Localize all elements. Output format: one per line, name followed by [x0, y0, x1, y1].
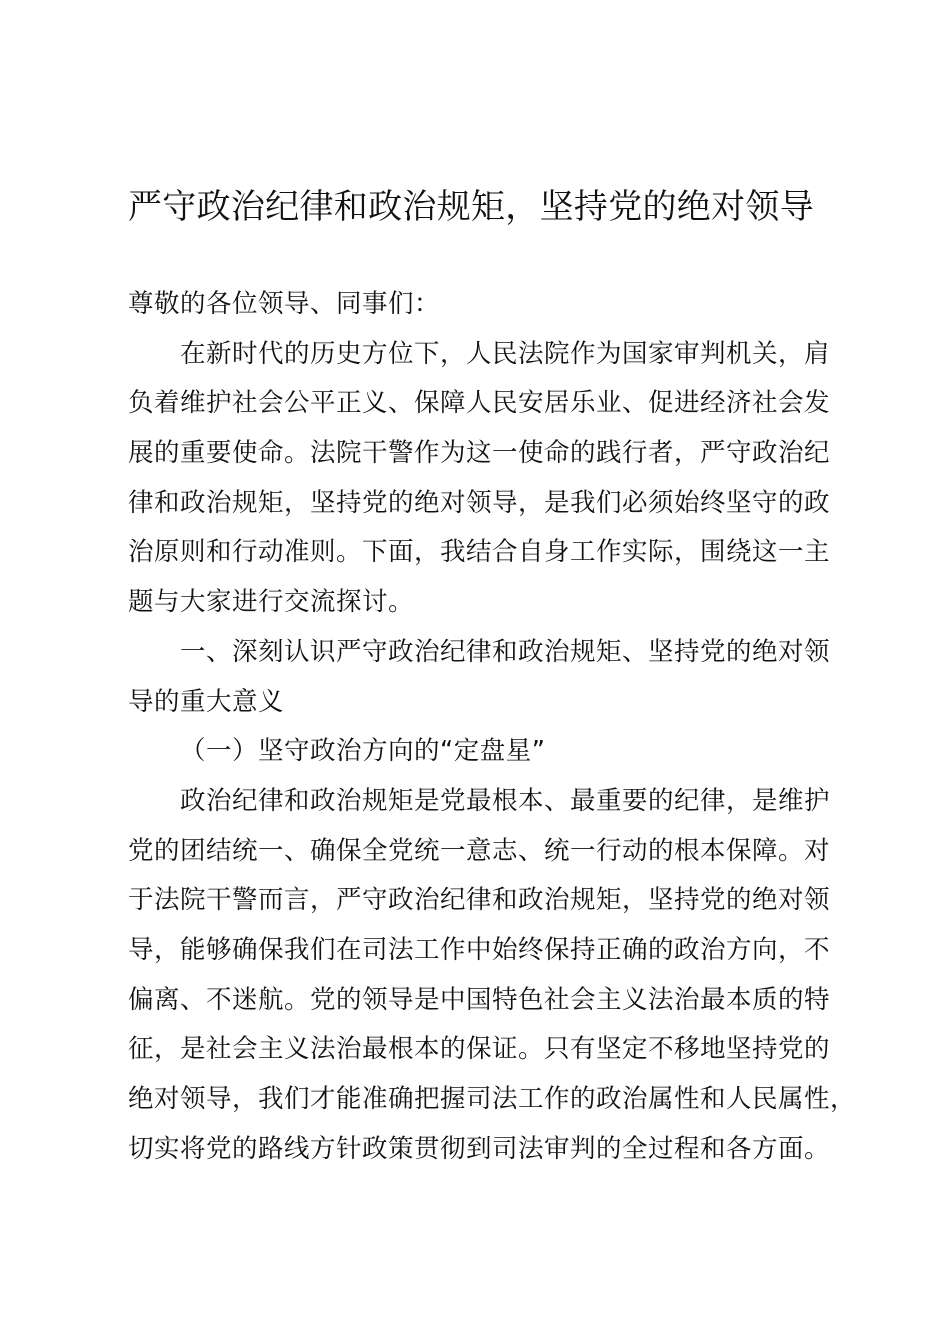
- heading-line: 一、深刻认识严守政治纪律和政治规矩、坚持党的绝对领: [180, 636, 831, 667]
- paragraph-line: 治原则和行动准则。下面，我结合自身工作实际，围绕这一主: [128, 537, 831, 568]
- paragraph-line: 党的团结统一、确保全党统一意志、统一行动的根本保障。对: [128, 835, 831, 866]
- paragraph-line: 题与大家进行交流探讨。: [128, 587, 415, 618]
- paragraph-line: 于法院干警而言，严守政治纪律和政治规矩，坚持党的绝对领: [128, 885, 831, 916]
- paragraph-line: 绝对领导，我们才能准确把握司法工作的政治属性和人民属性，: [128, 1084, 857, 1114]
- paragraph-line: 负着维护社会公平正义、保障人民安居乐业、促进经济社会发: [128, 388, 831, 419]
- salutation: 尊敬的各位领导、同事们：: [128, 289, 441, 319]
- paragraph-line: 展的重要使命。法院干警作为这一使命的践行者，严守政治纪: [128, 438, 831, 469]
- paragraph-line: 征，是社会主义法治最根本的保证。只有坚定不移地坚持党的: [128, 1034, 831, 1065]
- paragraph-line: 偏离、不迷航。党的领导是中国特色社会主义法治最本质的特: [128, 984, 831, 1015]
- paragraph-line: 导，能够确保我们在司法工作中始终保持正确的政治方向，不: [128, 934, 831, 965]
- document-body: [128, 280, 857, 1174]
- paragraph-line: 在新时代的历史方位下，人民法院作为国家审判机关，肩: [180, 338, 831, 369]
- paragraph-intro: [128, 330, 838, 628]
- document-title: 严守政治纪律和政治规矩，坚持党的绝对领导: [128, 187, 814, 227]
- paragraph-political-direction: [128, 777, 857, 1175]
- paragraph-line: 律和政治规矩，坚持党的绝对领导，是我们必须始终坚守的政: [128, 487, 831, 518]
- paragraph-line: 切实将党的路线方针政策贯彻到司法审判的全过程和各方面。: [128, 1133, 831, 1164]
- heading-line: 导的重大意义: [128, 686, 285, 717]
- section-heading-1: [128, 628, 838, 727]
- heading-line: （一）坚守政治方向的“定盘星”: [180, 736, 546, 767]
- paragraph-line: 政治纪律和政治规矩是党最根本、最重要的纪律，是维护: [180, 785, 831, 816]
- subsection-heading-1-1: [128, 727, 838, 777]
